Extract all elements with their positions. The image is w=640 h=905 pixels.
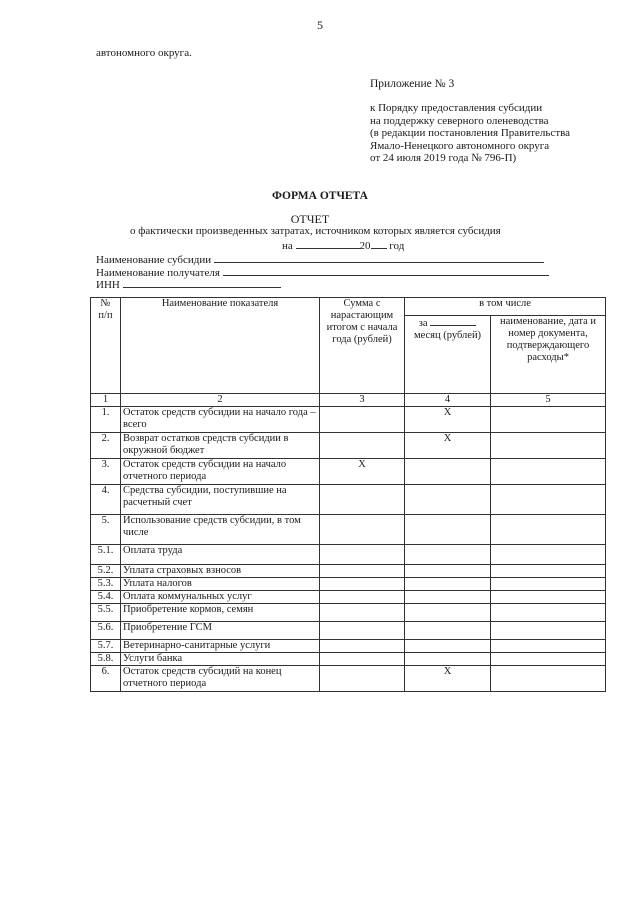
table-row	[91, 591, 606, 604]
row-doc-cell[interactable]	[491, 666, 606, 692]
row-month-cell[interactable]	[405, 591, 491, 604]
row-name: Приобретение ГСМ	[121, 622, 320, 640]
date-year-prefix: 20	[359, 240, 371, 252]
header-including: в том числе	[405, 298, 606, 316]
row-num: 1.	[91, 407, 121, 433]
row-month-cell[interactable]	[405, 578, 491, 591]
year-blank[interactable]	[371, 239, 387, 249]
row-num: 5.8.	[91, 653, 121, 666]
row-name: Оплата коммунальных услуг	[121, 591, 320, 604]
row-month-cell[interactable]: X	[405, 407, 491, 433]
row-month-cell[interactable]	[405, 485, 491, 515]
row-name: Услуги банка	[121, 653, 320, 666]
field-label: ИНН	[96, 279, 120, 291]
row-name: Ветеринарно-санитарные услуги	[121, 640, 320, 653]
col-number: 3	[320, 394, 405, 407]
row-name: Оплата труда	[121, 545, 320, 565]
table-row	[91, 459, 606, 485]
row-cumulative-cell[interactable]	[320, 640, 405, 653]
row-cumulative-cell[interactable]	[320, 485, 405, 515]
row-cumulative-cell[interactable]	[320, 565, 405, 578]
row-month-cell[interactable]: X	[405, 666, 491, 692]
table-row	[91, 433, 606, 459]
table-row	[91, 407, 606, 433]
table-row	[91, 653, 606, 666]
row-month-cell[interactable]	[405, 622, 491, 640]
header-name: Наименование показателя	[121, 298, 320, 394]
row-cumulative-cell[interactable]: X	[320, 459, 405, 485]
row-cumulative-cell[interactable]	[320, 591, 405, 604]
row-num: 5.4.	[91, 591, 121, 604]
row-doc-cell[interactable]	[491, 515, 606, 545]
row-num: 5.7.	[91, 640, 121, 653]
table-row	[91, 640, 606, 653]
field-subsidy-name	[96, 253, 544, 267]
row-doc-cell[interactable]	[491, 407, 606, 433]
row-cumulative-cell[interactable]	[320, 604, 405, 622]
row-month-cell[interactable]	[405, 640, 491, 653]
table-row	[91, 666, 606, 692]
row-doc-cell[interactable]	[491, 545, 606, 565]
row-month-cell[interactable]	[405, 459, 491, 485]
row-num: 4.	[91, 485, 121, 515]
row-name: Приобретение кормов, семян	[121, 604, 320, 622]
appendix-title: Приложение № 3	[370, 78, 455, 90]
row-name: Остаток средств субсидии на начало отчетного периода	[121, 459, 320, 485]
header-num: № п/п	[91, 298, 121, 394]
row-doc-cell[interactable]	[491, 565, 606, 578]
date-blank[interactable]	[296, 239, 360, 249]
header-month	[405, 316, 491, 394]
row-name: Средства субсидии, поступившие на расчетный счет	[121, 485, 320, 515]
report-date-line	[282, 239, 404, 253]
row-doc-cell[interactable]	[491, 485, 606, 515]
appendix-line: от 24 июля 2019 года № 796-П)	[370, 152, 517, 164]
header-for-prefix: за	[418, 318, 428, 329]
row-cumulative-cell[interactable]	[320, 407, 405, 433]
row-cumulative-cell[interactable]	[320, 433, 405, 459]
row-num: 5.2.	[91, 565, 121, 578]
row-cumulative-cell[interactable]	[320, 515, 405, 545]
row-num: 5.1.	[91, 545, 121, 565]
row-name: Возврат остатков средств субсидии в окружной бюджет	[121, 433, 320, 459]
table-row	[91, 604, 606, 622]
table-row	[91, 565, 606, 578]
row-doc-cell[interactable]	[491, 622, 606, 640]
header-doc: наименование, дата и номер документа, подтверждающего расходы*	[491, 316, 606, 394]
month-blank[interactable]	[430, 316, 476, 326]
col-number: 1	[91, 394, 121, 407]
field-blank[interactable]	[223, 266, 549, 276]
row-doc-cell[interactable]	[491, 640, 606, 653]
row-num: 2.	[91, 433, 121, 459]
row-cumulative-cell[interactable]	[320, 622, 405, 640]
report-title: ОТЧЕТ	[290, 212, 330, 226]
row-name: Остаток средств субсидий на конец отчетного периода	[121, 666, 320, 692]
row-cumulative-cell[interactable]	[320, 545, 405, 565]
row-doc-cell[interactable]	[491, 591, 606, 604]
appendix-line: (в редакции постановления Правительства	[370, 127, 571, 139]
header-cumulative: Сумма с нарастающим итогом с начала года (рублей)	[320, 298, 405, 394]
table-row	[91, 515, 606, 545]
row-cumulative-cell[interactable]	[320, 653, 405, 666]
row-month-cell[interactable]	[405, 604, 491, 622]
field-inn	[96, 278, 281, 292]
appendix-line: к Порядку предоставления субсидии	[370, 102, 543, 114]
column-number-row	[91, 394, 606, 407]
row-cumulative-cell[interactable]	[320, 578, 405, 591]
appendix-line: Ямало-Ненецкого автономного округа	[370, 139, 550, 152]
row-num: 5.	[91, 515, 121, 545]
field-blank[interactable]	[214, 253, 544, 263]
appendix-line: на поддержку северного оленеводства	[370, 114, 549, 127]
table-row	[91, 578, 606, 591]
row-name: Уплата страховых взносов	[121, 565, 320, 578]
row-month-cell[interactable]	[405, 565, 491, 578]
table-row	[91, 485, 606, 515]
row-cumulative-cell[interactable]	[320, 666, 405, 692]
appendix-body	[370, 102, 570, 165]
header-month-for	[407, 316, 488, 330]
report-subtitle: о фактически произведенных затратах, источником которых является субсидия	[130, 225, 501, 237]
col-number: 5	[491, 394, 606, 407]
row-num: 5.3.	[91, 578, 121, 591]
row-month-cell[interactable]: X	[405, 433, 491, 459]
row-num: 5.5.	[91, 604, 121, 622]
header-month-label: месяц (рублей)	[413, 330, 482, 341]
row-month-cell[interactable]	[405, 515, 491, 545]
row-name: Остаток средств субсидии на начало года – всего	[121, 407, 320, 433]
field-label: Наименование субсидии	[96, 254, 212, 266]
field-blank[interactable]	[123, 278, 281, 288]
row-num: 6.	[91, 666, 121, 692]
col-number: 4	[405, 394, 491, 407]
row-num: 5.6.	[91, 622, 121, 640]
row-doc-cell[interactable]	[491, 459, 606, 485]
table-row	[91, 622, 606, 640]
report-table	[90, 297, 606, 692]
row-name: Использование средств субсидии, в том числе	[121, 515, 320, 545]
row-doc-cell[interactable]	[491, 433, 606, 459]
row-name: Уплата налогов	[121, 578, 320, 591]
field-label: Наименование получателя	[96, 267, 220, 279]
row-doc-cell[interactable]	[491, 578, 606, 591]
continuation-text: автономного округа.	[96, 47, 192, 59]
row-doc-cell[interactable]	[491, 604, 606, 622]
row-month-cell[interactable]	[405, 545, 491, 565]
date-prefix: на	[282, 240, 293, 252]
form-title: ФОРМА ОТЧЕТА	[272, 190, 368, 202]
row-month-cell[interactable]	[405, 653, 491, 666]
date-suffix: год	[389, 240, 405, 252]
page-number: 5	[317, 18, 323, 32]
row-doc-cell[interactable]	[491, 653, 606, 666]
row-num: 3.	[91, 459, 121, 485]
table-row	[91, 545, 606, 565]
col-number: 2	[121, 394, 320, 407]
